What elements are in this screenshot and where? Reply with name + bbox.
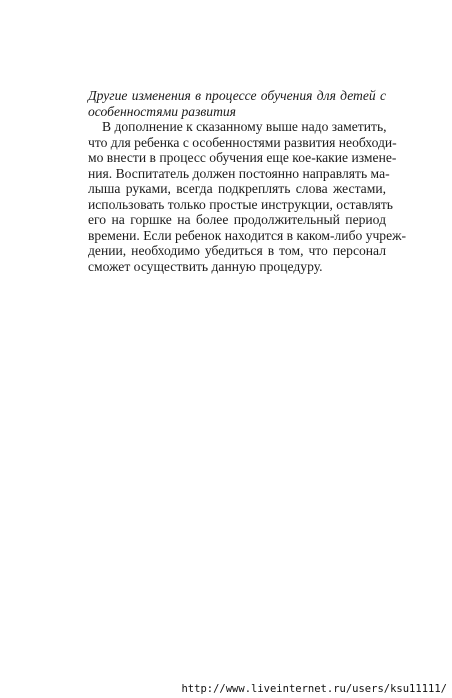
paragraph-line: его на горшке на более продолжительный период xyxy=(88,212,386,227)
paragraph-line: ния. Воспитатель должен постоянно направлять ма- xyxy=(88,165,390,181)
paragraph-line: времени. Если ребенок находится в каком-либо учреж- xyxy=(88,227,407,243)
body-paragraph xyxy=(88,119,407,274)
paragraph-line: сможет осуществить данную процедуру. xyxy=(88,258,323,274)
paragraph-line: В дополнение к сказанному выше надо заметить, xyxy=(102,119,387,134)
heading-line: особенностями развития xyxy=(88,103,236,119)
paragraph-line: мо внести в процесс обучения еще кое-какие измене- xyxy=(88,150,397,165)
paragraph-line: что для ребенка с особенностями развития необходи- xyxy=(88,134,397,150)
heading-line: Другие изменения в процессе обучения для детей с xyxy=(88,88,386,103)
paragraph-line: использовать только простые инструкции, оставлять xyxy=(88,196,394,212)
paragraph-line: лыша руками, всегда подкреплять слова жестами, xyxy=(88,181,386,196)
source-url-watermark: http://www.liveinternet.ru/users/ksu11111/ xyxy=(181,683,447,695)
section-heading xyxy=(88,88,386,119)
paragraph-line: дении, необходимо убедиться в том, что персонал xyxy=(88,243,386,258)
page-content xyxy=(88,88,407,274)
